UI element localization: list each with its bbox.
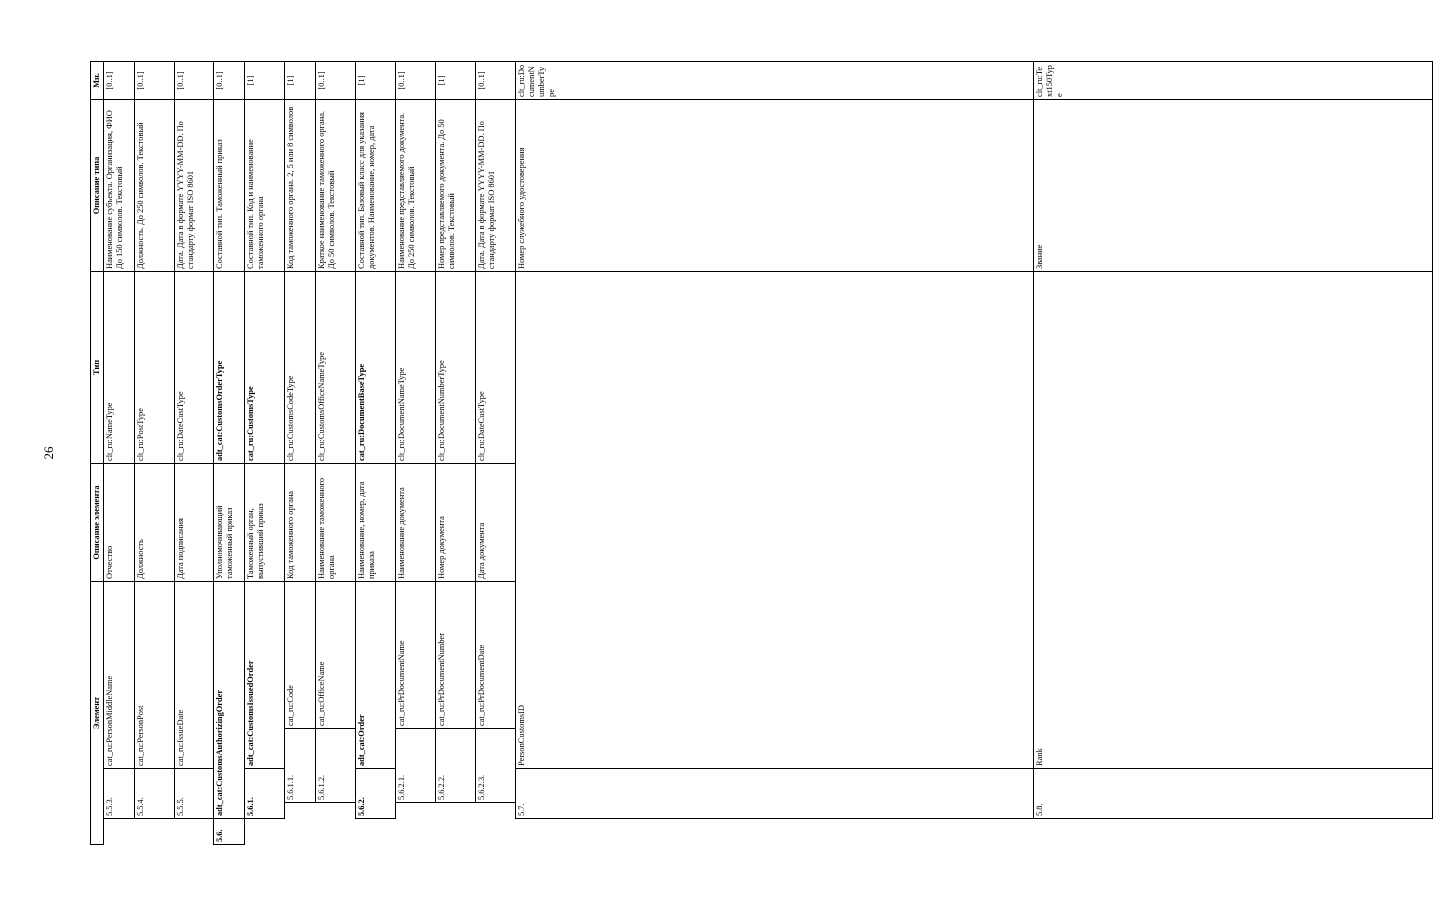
type-description: Дата. Дата в формате YYYY-MM-DD. По стандарту формат ISO 8601 <box>475 99 515 271</box>
multiplicity: [1] <box>355 61 395 99</box>
type-description: Составной тип. Базовый класс для указания документов. Наименование, номер, дата <box>355 99 395 271</box>
element-description: Дата подписания <box>174 463 213 581</box>
element-name: adt_cat:Order <box>355 581 395 768</box>
table-row <box>315 61 355 844</box>
header-type: Тип <box>91 271 104 463</box>
row-number: 5.5.5. <box>174 769 213 819</box>
row-number: 5.6.2.1. <box>395 729 435 803</box>
table-row <box>475 61 515 844</box>
type-description: Номер представляемого документа. До 50 символов. Текстовый <box>435 99 475 271</box>
type-description: Наименование представляемого документа. До 250 символов. Текстовый <box>395 99 435 271</box>
multiplicity: [1] <box>435 61 475 99</box>
schema-table <box>90 61 1433 845</box>
element-name: cat_ru:PrDocumentName <box>395 581 435 728</box>
row-number: 5.7. <box>515 769 1033 819</box>
type-name: clt_ru:DateCustType <box>475 271 515 463</box>
table-row <box>174 61 213 844</box>
element-name: adt_cat:CustomsAuthorizingOrder <box>213 581 244 818</box>
element-name: cat_ru:IssueDate <box>174 581 213 768</box>
type-description: Наименование субъекта. Организация, ФИО До 150 символов. Текстовый <box>103 99 134 271</box>
multiplicity: [0..1] <box>475 61 515 99</box>
table-row <box>134 61 174 844</box>
element-name: PersonCustomsID <box>515 271 1033 768</box>
type-name: clt_ru:Text150Type <box>1034 61 1433 99</box>
table-row <box>244 61 284 844</box>
header-element-desc: Описание элемента <box>91 463 104 581</box>
type-name: clt_ru:NameType <box>103 271 134 463</box>
type-name: adt_cat:CustomsOrderType <box>213 271 244 463</box>
element-name: cat_ru:Code <box>284 581 315 728</box>
table-row <box>355 61 395 844</box>
element-name: cat_ru:PersonMiddleName <box>103 581 134 768</box>
element-description: Уполномочивающий таможенный приказ <box>213 463 244 581</box>
type-description: Код таможенного органа. 2, 5 или 8 символов <box>284 99 315 271</box>
header-type-desc: Описание типа <box>91 99 104 271</box>
row-number: 5.6.1.1. <box>284 729 315 803</box>
multiplicity: [0..1] <box>134 61 174 99</box>
element-name: Rank <box>1034 271 1433 768</box>
table-row <box>515 61 1033 844</box>
table-row <box>103 61 134 844</box>
element-name: adt_cat:CustomsIssuedOrder <box>244 581 284 768</box>
table-row <box>435 61 475 844</box>
type-description: Дата. Дата в формате YYYY-MM-DD. По стандарту формат ISO 8601 <box>174 99 213 271</box>
element-name: cat_ru:PrDocumentNumber <box>435 581 475 728</box>
type-name: clt_ru:PostType <box>134 271 174 463</box>
table-row <box>1034 61 1433 844</box>
type-name: clt_ru:DocumentNumberType <box>515 61 1033 99</box>
multiplicity: [1] <box>244 61 284 99</box>
element-name: cat_ru:OfficeName <box>315 581 355 728</box>
type-name: clt_ru:DocumentNameType <box>395 271 435 463</box>
row-number: 5.8. <box>1034 769 1433 819</box>
header-element: Элемент <box>91 581 104 844</box>
row-number: 5.5.4. <box>134 769 174 819</box>
type-name: cat_ru:DocumentBaseType <box>355 271 395 463</box>
type-description: Составной тип. Таможенный приказ <box>213 99 244 271</box>
type-name: clt_ru:DateCustType <box>174 271 213 463</box>
type-description: Краткое наименование таможенного органа. До 50 символов. Текстовый <box>315 99 355 271</box>
element-description: Номер документа <box>435 463 475 581</box>
multiplicity: [0..1] <box>315 61 355 99</box>
multiplicity: [0..1] <box>174 61 213 99</box>
row-number: 5.6.2. <box>355 769 395 819</box>
row-number: 5.6.2.3. <box>475 729 515 803</box>
row-number: 5.6. <box>213 819 244 845</box>
row-number: 5.6.2.2. <box>435 729 475 803</box>
type-name: cat_ru:CustomsType <box>244 271 284 463</box>
type-name: clt_ru:CustomsCodeType <box>284 271 315 463</box>
element-description: Наименование документа <box>395 463 435 581</box>
element-description: Номер служебного удостоверения <box>515 99 1033 271</box>
table-header-row <box>91 61 104 844</box>
table-row <box>395 61 435 844</box>
multiplicity: [0..1] <box>103 61 134 99</box>
multiplicity: [0..1] <box>213 61 244 99</box>
type-name: clt_ru:CustomsOfficeNameType <box>315 271 355 463</box>
type-description: Должность. До 250 символов. Текстовый <box>134 99 174 271</box>
element-name: cat_ru:PrDocumentDate <box>475 581 515 728</box>
header-mult: Мн. <box>91 61 104 99</box>
table-row <box>284 61 315 844</box>
multiplicity: [0..1] <box>395 61 435 99</box>
element-description: Таможенный орган, выпустивший приказ <box>244 463 284 581</box>
row-number: 5.5.3. <box>103 769 134 819</box>
element-description: Код таможенного органа <box>284 463 315 581</box>
type-name: clt_ru:DocumentNumberType <box>435 271 475 463</box>
element-description: Наименование, номер, дата приказа <box>355 463 395 581</box>
table-row <box>213 61 244 844</box>
element-description: Наименование таможенного органа <box>315 463 355 581</box>
rotated-table-container <box>90 62 1064 845</box>
element-description: Отчество <box>103 463 134 581</box>
multiplicity: [1] <box>284 61 315 99</box>
row-number: 5.6.1. <box>244 769 284 819</box>
page-number: 26 <box>41 446 56 460</box>
element-description: Звание <box>1034 99 1433 271</box>
element-description: Должность <box>134 463 174 581</box>
type-description: Составной тип. Код и наименование таможенного органа <box>244 99 284 271</box>
element-name: cat_ru:PersonPost <box>134 581 174 768</box>
row-number: 5.6.1.2. <box>315 729 355 803</box>
element-description: Дата документа <box>475 463 515 581</box>
